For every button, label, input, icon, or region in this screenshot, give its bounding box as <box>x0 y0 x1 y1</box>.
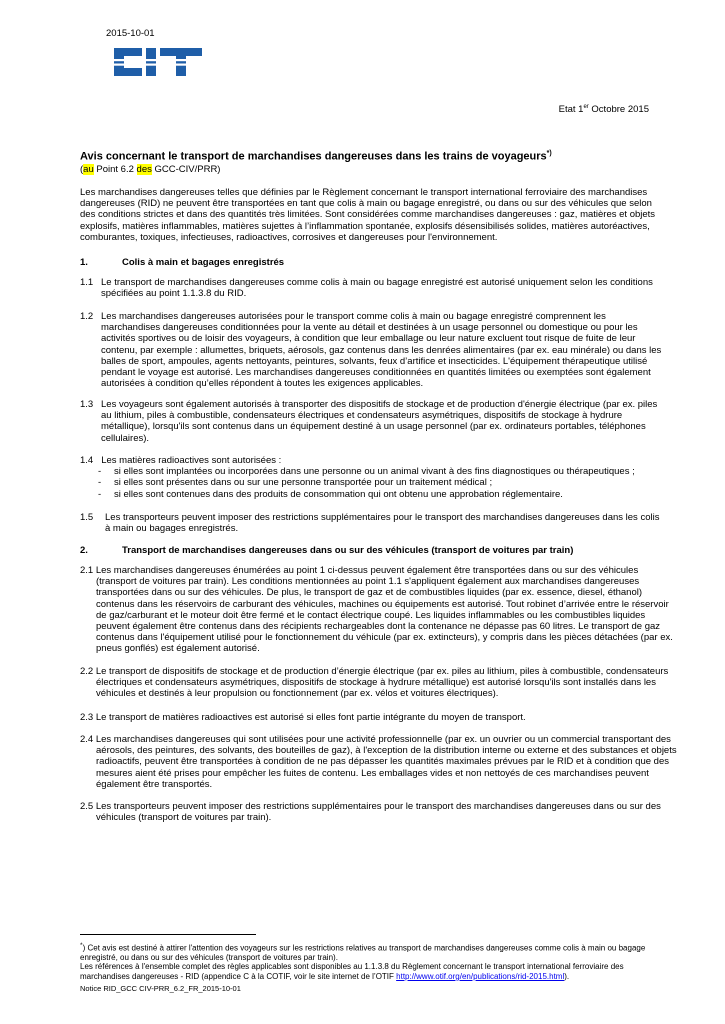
paragraph-1-4: 1.4 Les matières radioactives sont autorisées : - si elles sont implantées ou incorporées dans une personne ou un animal vivant à des fins diagnostiques ou thérapeutiques ; - si elles sont présentes dans ou sur une personne transportée pour un traitement médical ; - si elles sont contenues dans des produits de consommation qui ont obtenu une approbation réglementaire. <box>80 455 670 500</box>
paragraph-2-4: 2.4 Les marchandises dangereuses qui sont utilisées pour une activité professionnelle (par ex. un ouvrier ou un commercial transportant des aérosols, des peintures, des solvants, des bouteilles de gaz), à l'exception de la distribution interne ou externe et des substances et objets radioactifs, peuvent être transportées à condition de ne pas dépasser les quantités maximales prévues par le RID et à condition que des mesures aient été prises pour empêcher les fuites de contenu. Les emballages vides et non nettoyés de ces marchandises peuvent également être transportés. <box>80 734 677 790</box>
list-item: - si elles sont présentes dans ou sur une personne transportée pour un traitement médical ; <box>98 477 493 489</box>
paragraph-2-5: 2.5 Les transporteurs peuvent imposer des restrictions supplémentaires pour le transport des marchandises dangereuses dans ou sur des véhicules (transport de voitures par train). <box>80 801 661 824</box>
paragraph-2-3: 2.3 Le transport de matières radioactives est autorisé si elles font partie intégrante du moyen de transport. <box>80 712 526 723</box>
document-date: 2015-10-01 <box>106 28 155 39</box>
document-reference: Notice RID_GCC CIV-PRR_6.2_FR_2015-10-01 <box>80 984 241 993</box>
intro-paragraph: Les marchandises dangereuses telles que définies par le Règlement concernant le transport international ferroviaire des marchandises dangereuses (RID) ne peuvent être transportées en tant que colis à main ou bagage enregistré, ou dans ou sur des véhicules que selon des conditions strictes et dans des quantités très limitées. Sont considérées comme marchandises dangereuses : gaz, matières et objets explosifs, matières inflammables, matières sujettes à l’inflammation spontanée, explosifs désensibilisés solides, matières autoréactives, comburantes, toxiques, infectieuses, radioactives, corrosives et dangereuses pour l'environnement. <box>80 187 656 243</box>
footnote: *) Cet avis est destiné à attirer l'attention des voyageurs sur les restrictions relatives au transport de marchandises dangereuses comme colis à main ou bagage enregistré, ou dans ou sur des véhicules (transport de voitures par train). Les références à l'ensemble complet des règles applicables sont disponibles au 1.1.3.8 du Règlement concernant le transport international ferroviaire des marchandises dangereuses - RID (appendice C à la COTIF, voir le site internet de l’OTIF http://www.otif.org/en/publications/rid-2015.html). <box>80 942 646 981</box>
list-item: - si elles sont contenues dans des produits de consommation qui ont obtenu une approbation réglementaire. <box>98 488 563 500</box>
list-item: - si elles sont implantées ou incorporées dans une personne ou un animal vivant à des fins diagnostiques ou thérapeutiques ; <box>98 466 635 478</box>
section-2-heading: 2. Transport de marchandises dangereuses dans ou sur des véhicules (transport de voitures par train) <box>80 545 574 556</box>
document-status: Etat 1er Octobre 2015 <box>558 104 649 116</box>
paragraph-1-2: 1.2 Les marchandises dangereuses autorisées pour le transport comme colis à main ou bagage enregistré comprennent les marchandises dangereuses conditionnées pour la vente au détail et destinées à un usage personnel ou domestique ou pour les activités sportives ou de loisir des voyageurs, à condition que leur emballage ou leur nature excluent tout risque de fuite de leur contenu, par exemple : allumettes, briquets, aérosols, gaz contenus dans les denrées alimentaires (par ex. eau minérale) ou dans les balles de sport, ampoules, agents nettoyants, peintures, solvants, feux d’artifice et insecticides. L'équipement thérapeutique utilisé pendant le voyage est autorisé. Les marchandises dangereuses conditionnées en quantités limitées ou exemptées sont également autorisées à condition qu’elles répondent à toutes les exigences applicables. <box>80 311 662 390</box>
paragraph-1-1: 1.1 Le transport de marchandises dangereuses comme colis à main ou bagage enregistré est autorisé uniquement selon les conditions spécifiées au point 1.1.3.8 du RID. <box>80 277 653 300</box>
footnote-reference: *) <box>546 150 552 157</box>
document-subtitle: (au Point 6.2 des GCC-CIV/PRR) <box>80 164 221 175</box>
paragraph-1-3: 1.3 Les voyageurs sont également autorisés à transporter des dispositifs de stockage et de production d'énergie électrique (par ex. piles au lithium, piles à combustible, condensateurs électriques et condensateurs asymétriques, dispositifs de stockage à hydrure métallique), lorsqu'ils sont contenus dans un équipement destiné à un usage personnel (par ex. ordinateurs portables, téléphones cellulaires). <box>80 399 658 444</box>
document-title: Avis concernant le transport de marchandises dangereuses dans les trains de voyageurs*) <box>80 150 552 163</box>
highlight-au: au <box>83 164 94 175</box>
cit-logo <box>112 44 204 80</box>
highlight-des: des <box>136 164 152 175</box>
paragraph-2-2: 2.2 Le transport de dispositifs de stockage et de production d’énergie électrique (par ex. piles au lithium, piles à combustible, condensateurs électriques et condensateurs asymétriques, dispositifs de stockage à hydrure métallique) est autorisé lorsqu'ils sont installés dans les véhicules et destinés à leur propulsion ou fonctionnement (par ex. vélos et voitures électriques). <box>80 666 669 700</box>
otif-link[interactable]: http://www.otif.org/en/publications/rid-2015.html <box>396 971 565 981</box>
paragraph-2-1: 2.1 Les marchandises dangereuses énumérées au point 1 ci-dessus peuvent également être transportées dans ou sur des véhicules (transport de voitures par train). Les conditions mentionnées au point 1.1 s'appliquent également aux marchandises dangereuses transportées dans ou sur des véhicules. De plus, le transport de gaz et de combustibles liquides (par ex. essence, diesel, éthanol) contenus dans les réservoirs de carburant des véhicules, machines ou équipements est autorisé. Tout robinet d’arrivée entre le réservoir de gaz/carburant et le moteur doit être fermé et le contact électrique coupé. Les liquides inflammables ou les combustibles liquides peuvent également être contenus dans des récipients rechargeables dont la contenance ne dépasse pas 60 litres. Le transport de gaz contenus dans l'équipement utilisé pour le fonctionnement du véhicule (par ex. extincteurs), y compris dans les pièces détachées (par ex. pneus gonflés) est également autorisé. <box>80 565 673 655</box>
footnote-separator <box>80 934 256 935</box>
paragraph-1-5: 1.5 Les transporteurs peuvent imposer des restrictions supplémentaires pour le transport des marchandises dangereuses dans les colis à main ou bagages enregistrés. <box>80 512 660 535</box>
section-1-heading: 1. Colis à main et bagages enregistrés <box>80 257 285 268</box>
